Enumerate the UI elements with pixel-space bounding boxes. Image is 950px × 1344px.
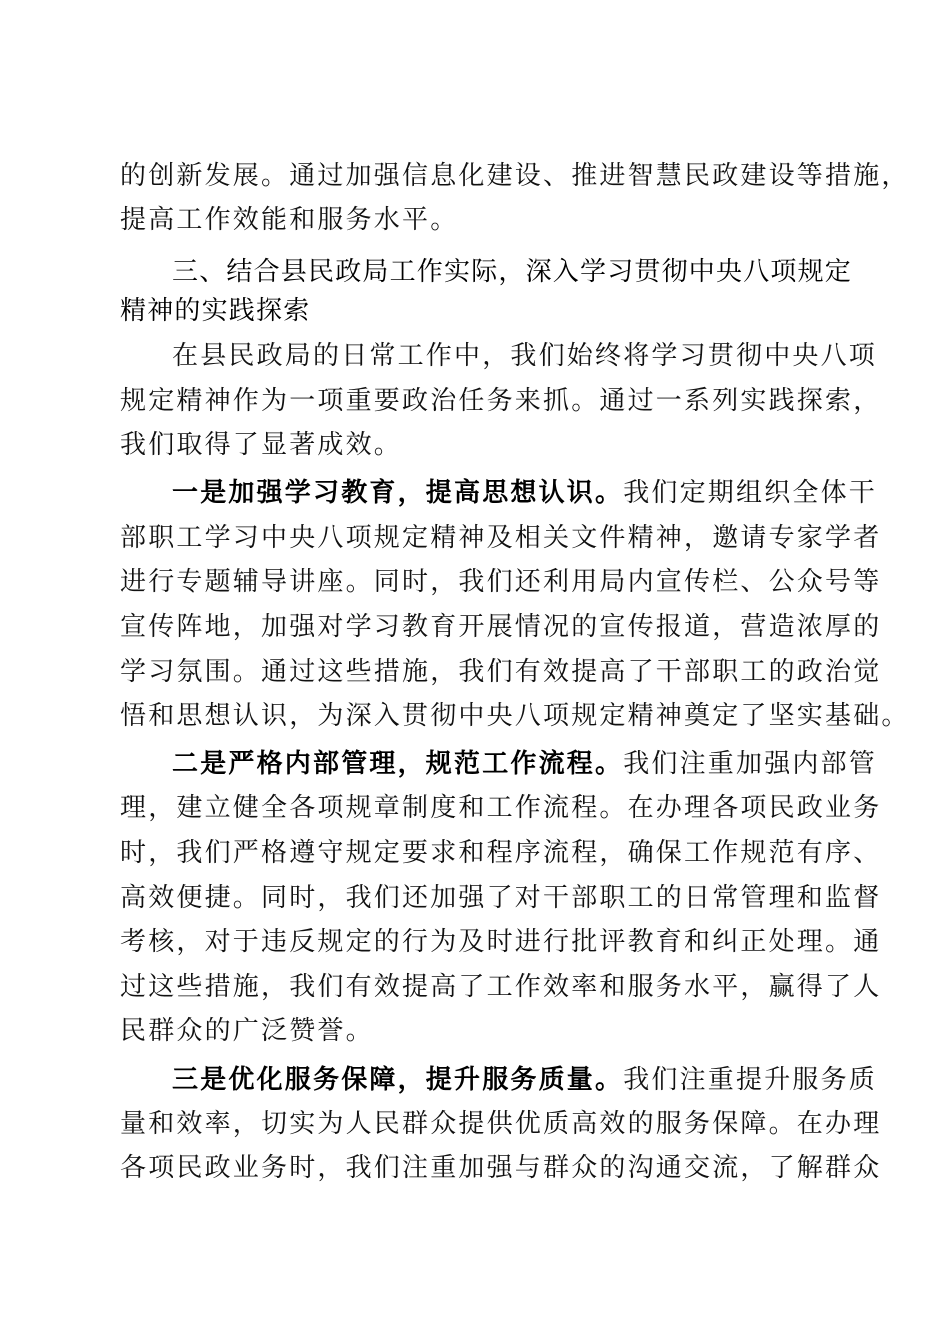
paragraph-first-line	[172, 1064, 877, 1096]
text-line: 进行专题辅导讲座。同时，我们还利用局内宣传栏、公众号等	[120, 567, 882, 597]
text-line: 过这些措施，我们有效提高了工作效率和服务水平，赢得了人	[120, 972, 882, 1002]
text-line: 规定精神作为一项重要政治任务来抓。通过一系列实践探索，	[120, 386, 882, 416]
text-line: 学习氛围。通过这些措施，我们有效提高了干部职工的政治觉	[120, 657, 882, 687]
text-line: 高效便捷。同时，我们还加强了对干部职工的日常管理和监督	[120, 883, 882, 913]
text-line: 部职工学习中央八项规定精神及相关文件精神，邀请专家学者	[120, 523, 882, 553]
text-line: 理，建立健全各项规章制度和工作流程。在办理各项民政业务	[120, 793, 882, 823]
bold-lead: 一是加强学习教育，提高思想认识。	[172, 478, 624, 508]
text-run: 我们注重提升服务质	[623, 1065, 878, 1095]
text-line: 的创新发展。通过加强信息化建设、推进智慧民政建设等措施，	[120, 161, 910, 191]
text-line: 时，我们严格遵守规定要求和程序流程，确保工作规范有序、	[120, 838, 882, 868]
text-run: 我们定期组织全体干	[623, 478, 878, 508]
paragraph-first-line	[172, 477, 877, 509]
bold-lead: 三是优化服务保障，提升服务质量。	[172, 1065, 624, 1095]
paragraph-first-line	[172, 748, 877, 780]
section-heading-continued: 精神的实践探索	[120, 296, 311, 326]
bold-lead: 二是严格内部管理，规范工作流程。	[172, 749, 624, 779]
text-line: 宣传阵地，加强对学习教育开展情况的宣传报道，营造浓厚的	[120, 612, 882, 642]
text-line: 各项民政业务时，我们注重加强与群众的沟通交流，了解群众	[120, 1153, 882, 1183]
text-line: 量和效率，切实为人民群众提供优质高效的服务保障。在办理	[120, 1109, 882, 1139]
text-line: 民群众的广泛赞誉。	[120, 1016, 374, 1046]
text-run: 我们注重加强内部管	[623, 749, 878, 779]
text-line: 在县民政局的日常工作中，我们始终将学习贯彻中央八项	[172, 341, 878, 371]
text-line: 悟和思想认识，为深入贯彻中央八项规定精神奠定了坚实基础。	[120, 701, 910, 731]
section-heading: 三、结合县民政局工作实际，深入学习贯彻中央八项规定	[172, 257, 853, 287]
text-line: 提高工作效能和服务水平。	[120, 205, 459, 235]
text-line: 考核，对于违反规定的行为及时进行批评教育和纠正处理。通	[120, 927, 882, 957]
text-line: 我们取得了显著成效。	[120, 430, 403, 460]
